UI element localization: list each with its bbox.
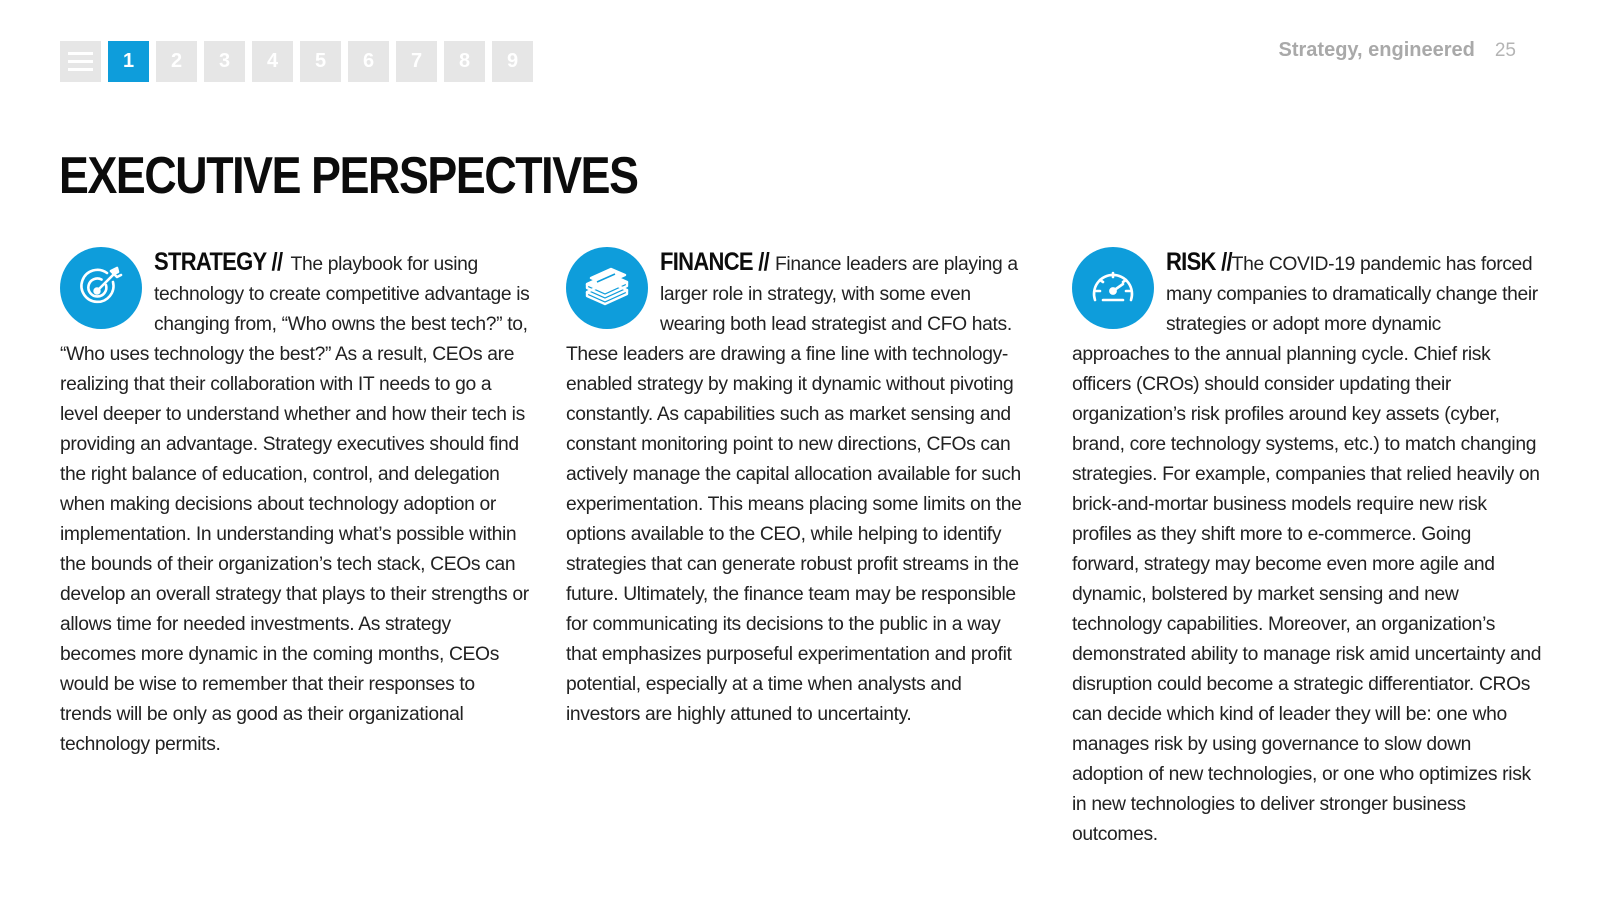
risk-column xyxy=(1072,247,1542,850)
finance-text: Finance leaders are playing a larger role in strategy, with some even wearing both lead strategist and CFO hats. These leaders are drawing a fine line with technology-enabled strategy by making it dynamic without pivoting constantly. As capabilities such as market sensing and constant monitoring point to new directions, CFOs can actively manage the capital allocation available for such experimentation. This means placing some limits on the options available to the CEO, while helping to identify strategies that can generate robust profit streams in the future. Ultimately, the finance team may be responsible for communicating its decisions to the public in a way that emphasizes purposeful experimentation and profit potential, especially at a time when analysts and investors are highly attuned to uncertainty. xyxy=(566,254,1022,725)
money-stack-icon xyxy=(566,247,648,329)
risk-paragraph xyxy=(1072,247,1542,850)
page-number: 25 xyxy=(1494,40,1516,61)
nav-page-1[interactable]: 1 xyxy=(108,41,149,82)
nav-page-4[interactable]: 4 xyxy=(252,41,293,82)
strategy-text: The playbook for using technology to create competitive advantage is changing from, “Who owns the best tech?” to, “Who uses technology the best?” As a result, CEOs are realizing that their collaboration with IT needs to go a level deeper to understand whether and how their tech is providing an advantage. Strategy executives should find the right balance of education, control, and delegation when making decisions about technology adoption or implementation. In understanding what’s possible within the bounds of their organization’s tech stack, CEOs can develop an overall strategy that plays to their strengths or allows time for needed investments. As strategy becomes more dynamic in the coming months, CEOs would be wise to remember that their responses to trends will be only as good as their organizational technology permits. xyxy=(60,254,530,755)
strategy-lead: STRATEGY // xyxy=(154,248,283,276)
finance-column xyxy=(566,247,1036,730)
speedometer-icon xyxy=(1072,247,1154,329)
target-icon xyxy=(60,247,142,329)
strategy-column xyxy=(60,247,530,760)
running-header xyxy=(1279,39,1517,62)
nav-page-3[interactable]: 3 xyxy=(204,41,245,82)
nav-page-5[interactable]: 5 xyxy=(300,41,341,82)
risk-lead: RISK // xyxy=(1166,248,1232,276)
finance-paragraph xyxy=(566,247,1036,730)
nav-page-8[interactable]: 8 xyxy=(444,41,485,82)
page-navigation xyxy=(60,41,533,82)
strategy-paragraph xyxy=(60,247,530,760)
menu-button[interactable] xyxy=(60,41,101,82)
nav-page-6[interactable]: 6 xyxy=(348,41,389,82)
running-title: Strategy, engineered xyxy=(1278,39,1475,61)
nav-page-7[interactable]: 7 xyxy=(396,41,437,82)
finance-lead: FINANCE // xyxy=(660,248,770,276)
page-title: EXECUTIVE PERSPECTIVES xyxy=(59,147,638,205)
nav-page-2[interactable]: 2 xyxy=(156,41,197,82)
menu-icon xyxy=(68,52,93,71)
nav-page-9[interactable]: 9 xyxy=(492,41,533,82)
risk-text: The COVID-19 pandemic has forced many companies to dramatically change their strategies or adopt more dynamic approaches to the annual planning cycle. Chief risk officers (CROs) should consider updating their organization’s risk profiles around key assets (cyber, brand, core technology systems, etc.) to match changing strategies. For example, companies that relied heavily on brick-and-mortar business models require new risk profiles as they shift more to e-commerce. Going forward, strategy may become even more agile and dynamic, bolstered by market sensing and new technology capabilities. Moreover, an organization’s demonstrated ability to manage risk amid uncertainty and disruption could become a strategic differentiator. CROs can decide which kind of leader they will be: one who manages risk by using governance to slow down adoption of new technologies, or one who optimizes risk in new technologies to deliver stronger business outcomes. xyxy=(1072,254,1542,845)
